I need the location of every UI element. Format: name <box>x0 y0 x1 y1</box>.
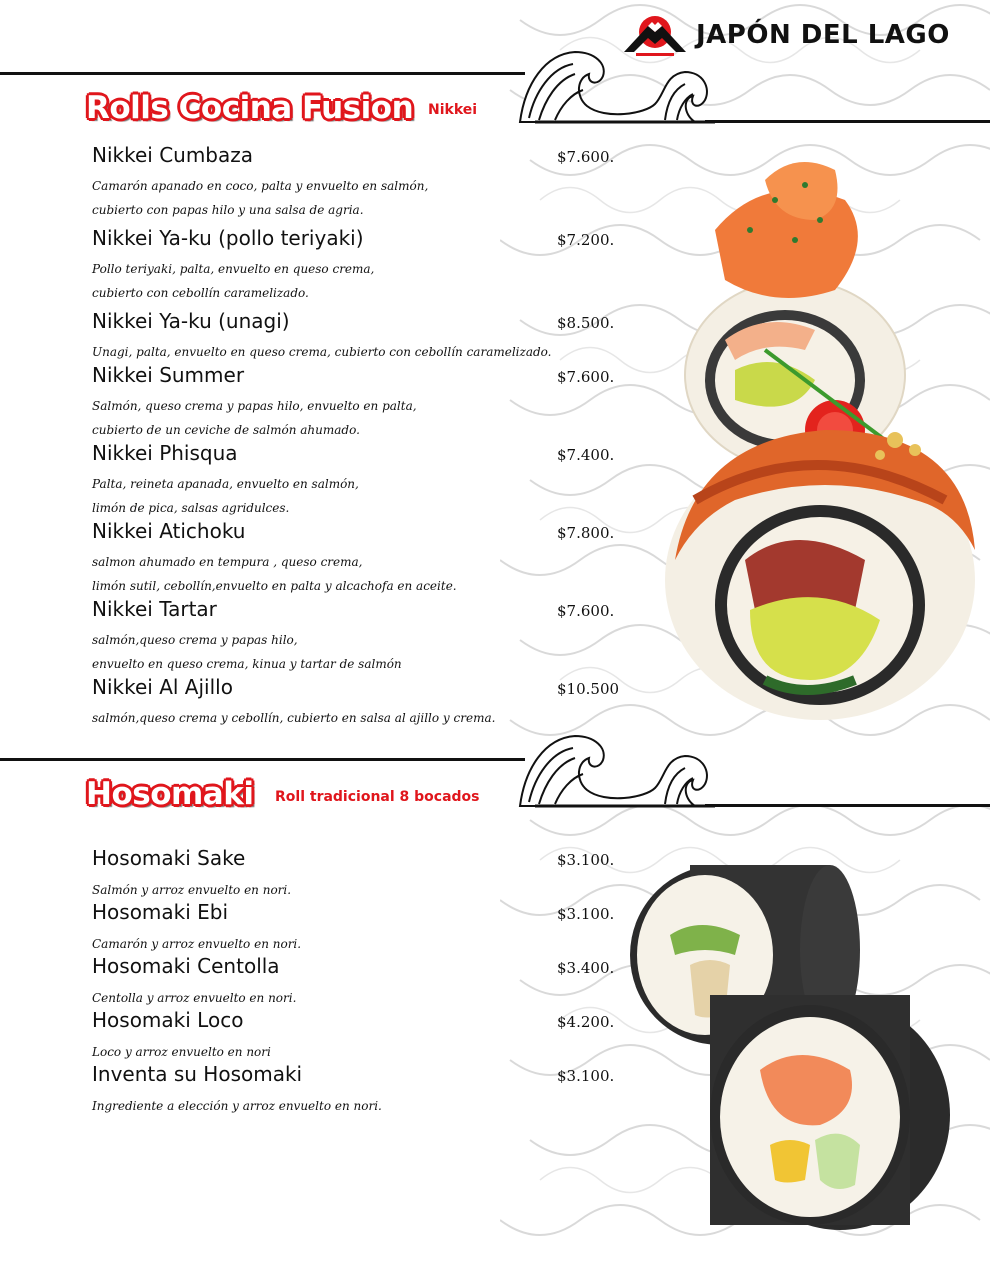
menu-item-name: Hosomaki Ebi <box>92 900 229 924</box>
menu-item-name: Nikkei Atichoku <box>92 519 246 543</box>
menu-item-desc: Camarón apanado en coco, palta y envuelto en salmón, <box>92 179 429 193</box>
menu-item-desc: limón de pica, salsas agridulces. <box>92 501 290 515</box>
menu-item-desc: Palta, reineta apanada, envuelto en salmón, <box>92 477 359 491</box>
menu-item-desc: Salmón, queso crema y papas hilo, envuelto en palta, <box>92 399 417 413</box>
menu-item-price: $7.200. <box>557 231 615 249</box>
menu-item-desc: Salmón y arroz envuelto en nori. <box>92 883 292 897</box>
menu-item-price: $3.100. <box>557 905 615 923</box>
menu-item-name: Nikkei Tartar <box>92 597 217 621</box>
section-divider-line <box>0 758 525 761</box>
section-subtitle-hosomaki: Roll tradicional 8 bocados <box>275 789 480 805</box>
menu-item-name: Nikkei Ya-ku (unagi) <box>92 309 290 333</box>
menu-item-price: $4.200. <box>557 1013 615 1031</box>
menu-item-name: Nikkei Summer <box>92 363 245 387</box>
menu-item-desc: limón sutil, cebollín,envuelto en palta y alcachofa en aceite. <box>92 579 457 593</box>
great-wave-icon <box>515 728 715 808</box>
menu-item-price: $7.400. <box>557 446 615 464</box>
menu-item-name: Hosomaki Centolla <box>92 954 280 978</box>
menu-item-desc: Camarón y arroz envuelto en nori. <box>92 937 302 951</box>
nikkei-roll-photo <box>655 140 980 730</box>
menu-item-price: $7.600. <box>557 148 615 166</box>
menu-item-desc: salmon ahumado en tempura , queso crema, <box>92 555 363 569</box>
section-title-hosomaki: Hosomaki <box>86 776 254 812</box>
menu-item-price: $3.100. <box>557 1067 615 1085</box>
menu-item-desc: envuelto en queso crema, kinua y tartar de salmón <box>92 657 402 671</box>
section-subtitle-rolls: Nikkei <box>428 102 478 118</box>
menu-item-name: Hosomaki Sake <box>92 846 246 870</box>
menu-item-name: Hosomaki Loco <box>92 1008 244 1032</box>
menu-item-desc: Unagi, palta, envuelto en queso crema, cubierto con cebollín caramelizado. <box>92 345 552 359</box>
menu-item-name: Nikkei Phisqua <box>92 441 238 465</box>
menu-item-price: $3.400. <box>557 959 615 977</box>
menu-item-price: $7.800. <box>557 524 615 542</box>
section-divider-line <box>0 72 525 75</box>
menu-item-price: $7.600. <box>557 602 615 620</box>
menu-item-desc: cubierto con cebollín caramelizado. <box>92 286 309 300</box>
menu-item-name: Nikkei Al Ajillo <box>92 675 233 699</box>
menu-item-name: Nikkei Ya-ku (pollo teriyaki) <box>92 226 364 250</box>
menu-item-price: $8.500. <box>557 314 615 332</box>
menu-item-desc: salmón,queso crema y papas hilo, <box>92 633 298 647</box>
menu-item-desc: Ingrediente a elección y arroz envuelto en nori. <box>92 1099 382 1113</box>
menu-item-desc: Centolla y arroz envuelto en nori. <box>92 991 297 1005</box>
menu-item-desc: Pollo teriyaki, palta, envuelto en queso crema, <box>92 262 375 276</box>
section-divider-line <box>705 804 990 807</box>
menu-item-desc: cubierto de un ceviche de salmón ahumado. <box>92 423 360 437</box>
section-title-rolls: Rolls Cocina Fusion <box>86 90 414 126</box>
brand-name: JAPÓN DEL LAGO <box>696 20 950 50</box>
menu-item-name: Nikkei Cumbaza <box>92 143 254 167</box>
menu-item-desc: salmón,queso crema y cebollín, cubierto en salsa al ajillo y crema. <box>92 711 496 725</box>
menu-item-name: Inventa su Hosomaki <box>92 1062 303 1086</box>
menu-item-price: $10.500 <box>557 680 620 698</box>
great-wave-icon <box>515 44 715 124</box>
section-divider-line <box>705 120 990 123</box>
menu-item-desc: Loco y arroz envuelto en nori <box>92 1045 271 1059</box>
menu-item-price: $7.600. <box>557 368 615 386</box>
hosomaki-photo <box>630 855 965 1230</box>
menu-item-desc: cubierto con papas hilo y una salsa de agria. <box>92 203 364 217</box>
menu-item-price: $3.100. <box>557 851 615 869</box>
